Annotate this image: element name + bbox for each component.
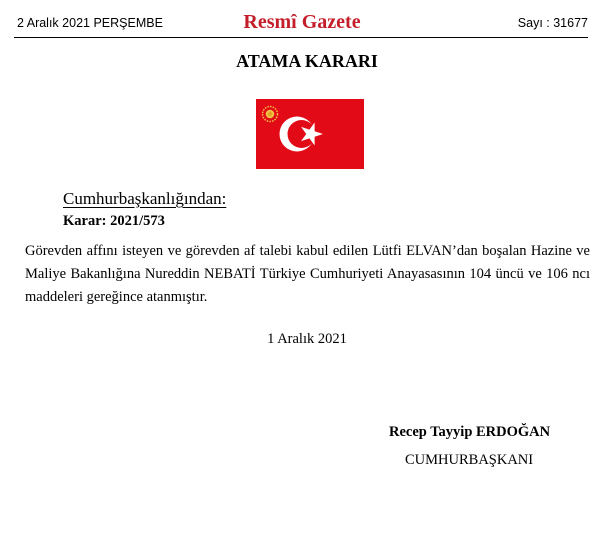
decision-body: Görevden affını isteyen ve görevden af talebi kabul edilen Lütfi ELVAN’dan boşalan Hazine ve Maliye Bakanlığına Nureddin NEBATİ Türkiye Cumhuriyeti Anayasasının 104 üncü ve 106 ncı maddeleri gereğince atanmıştır.: [25, 243, 590, 305]
signatory-title: CUMHURBAŞKANI: [405, 452, 534, 468]
turkish-flag-icon: [256, 99, 364, 169]
document-title: ATAMA KARARI: [236, 51, 378, 71]
issue-date: 2 Aralık 2021 PERŞEMBE: [17, 16, 163, 30]
gazette-title: Resmî Gazete: [243, 11, 361, 33]
gazette-header: [14, 11, 590, 35]
header-divider: [14, 37, 588, 38]
decision-date: 1 Aralık 2021: [267, 331, 347, 347]
issuing-authority: Cumhurbaşkanlığından:: [63, 189, 227, 208]
issue-number: Sayı : 31677: [517, 16, 588, 30]
decision-number: Karar: 2021/573: [63, 213, 165, 229]
signatory-name: Recep Tayyip ERDOĞAN: [389, 424, 551, 440]
